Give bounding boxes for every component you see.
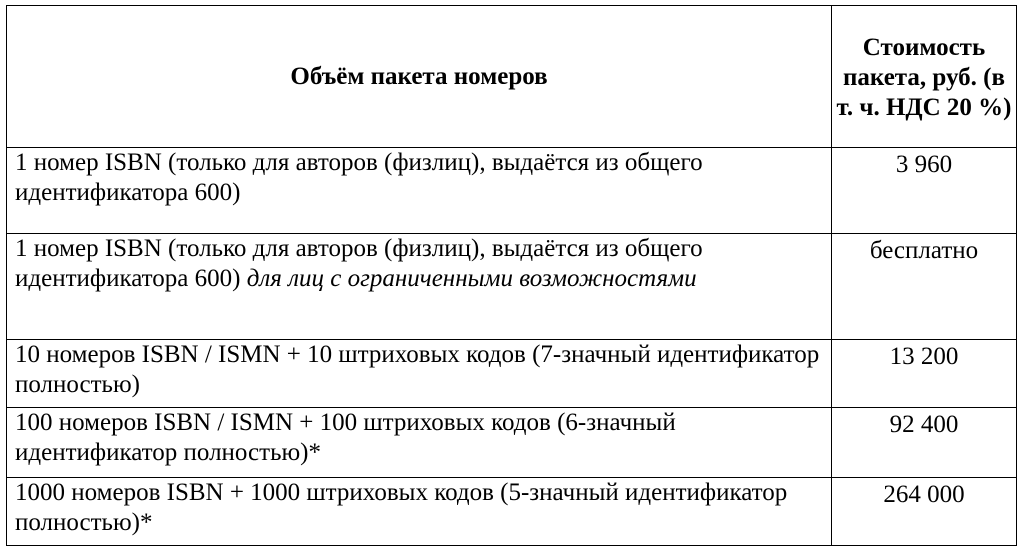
row-price: 3 960 [832, 148, 1017, 234]
price-table [6, 5, 1017, 546]
row-description-cell [7, 234, 832, 340]
row-description: 1 номер ISBN (только для авторов (физлиц), выдаётся из общего идентификатора 600) [15, 235, 703, 292]
table-header-row [7, 6, 1017, 148]
table-row [7, 234, 1017, 340]
row-description: 1000 номеров ISBN + 1000 штриховых кодов (5-значный идентификатор полностью)* [7, 478, 832, 546]
column-header-price: Стоимость пакета, руб. (в т. ч. НДС 20 %) [832, 6, 1017, 148]
table-row [7, 340, 1017, 408]
table-row [7, 148, 1017, 234]
row-price: 264 000 [832, 478, 1017, 546]
table-row [7, 408, 1017, 478]
row-price: 92 400 [832, 408, 1017, 478]
column-header-volume: Объём пакета номеров [7, 6, 832, 148]
row-price: 13 200 [832, 340, 1017, 408]
row-description: 1 номер ISBN (только для авторов (физлиц), выдаётся из общего идентификатора 600) [7, 148, 832, 234]
row-description: 100 номеров ISBN / ISMN + 100 штриховых кодов (6-значный идентификатор полностью)* [7, 408, 832, 478]
row-description: 10 номеров ISBN / ISMN + 10 штриховых кодов (7-значный идентификатор полностью) [7, 340, 832, 408]
row-note-italic: для лиц с ограниченными возможностями [246, 265, 697, 292]
table-row [7, 478, 1017, 546]
row-price: бесплатно [832, 234, 1017, 340]
